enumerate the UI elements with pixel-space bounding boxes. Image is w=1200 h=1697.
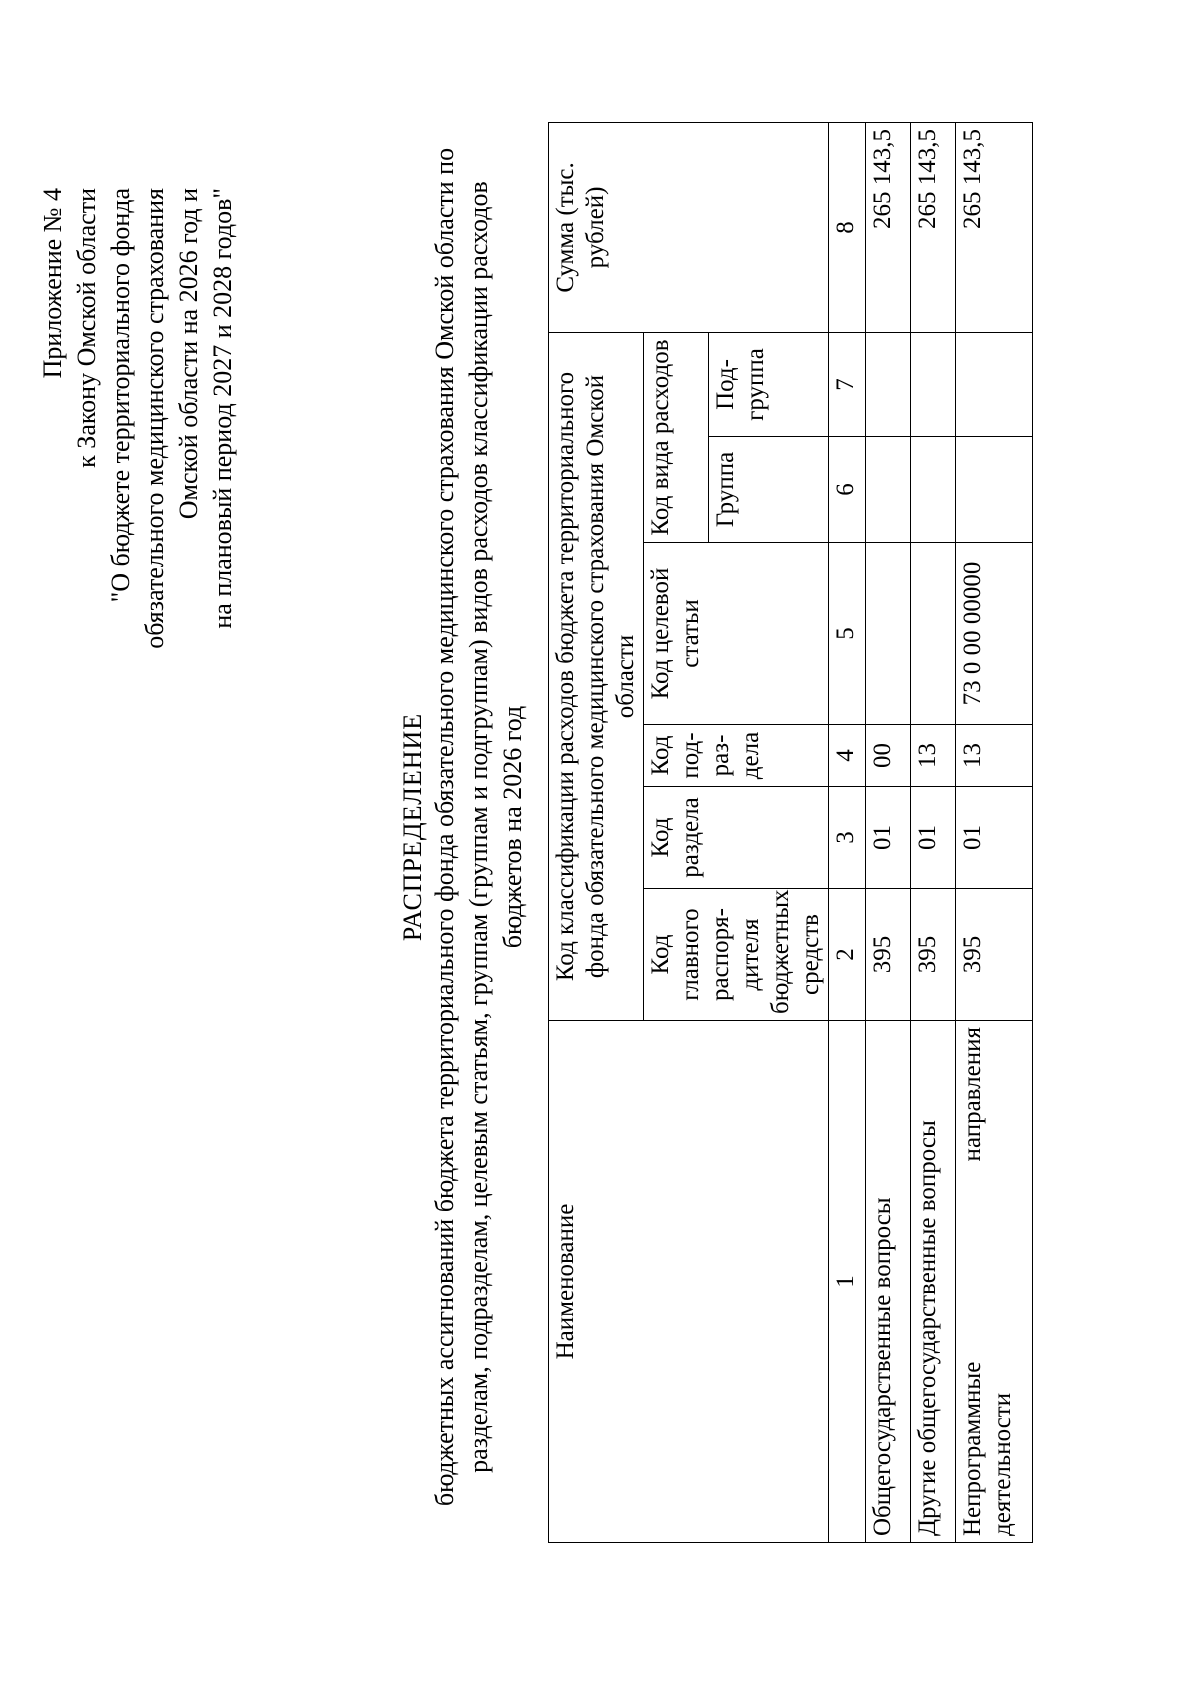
subtitle-line: бюджетов на 2026 год [498,705,527,949]
row-name-part: Непрограммные [959,1361,986,1536]
row-name: Другие общегосударственные вопросы [911,1021,956,1543]
row-name-part: направления [959,1027,986,1162]
row-group [911,437,956,543]
row-target [866,543,911,725]
appendix-line: "О бюджете территориального фонда [106,188,135,603]
column-number: 3 [829,787,866,889]
appendix-line: Приложение № 4 [38,188,67,379]
document-subtitle [428,117,530,1537]
table-row [911,122,956,1542]
row-section: 01 [956,787,1033,889]
header-classification: Код классификации расходов бюджета территориального фонда обязательного медицинского страхования Омской области [549,332,644,1020]
row-name: Общегосударственные вопросы [866,1021,911,1543]
column-numbers-row [829,122,866,1542]
header-section: Код раздела [644,787,829,889]
header-expense-type: Код вида расходов [644,332,709,542]
row-amount: 265 143,5 [956,122,1033,332]
row-group [956,437,1033,543]
row-name [956,1021,1033,1543]
row-section: 01 [911,787,956,889]
row-name-part: деятельности [989,1392,1016,1536]
row-amount: 265 143,5 [866,122,911,332]
row-subsection: 13 [911,725,956,787]
row-manager: 395 [911,889,956,1021]
row-subsection: 00 [866,725,911,787]
table-row [956,122,1033,1542]
row-group [866,437,911,543]
column-number: 2 [829,889,866,1021]
row-target [911,543,956,725]
header-subgroup: Под-группа [708,332,828,436]
appendix-line: обязательного медицинского страхования [140,188,169,649]
row-subsection: 13 [956,725,1033,787]
row-subgroup [911,332,956,436]
header-name: Наименование [549,1021,829,1543]
column-number: 8 [829,122,866,332]
header-main-manager: Код главного распоря-дителя бюджетных средств [644,889,829,1021]
subtitle-line: бюджетных ассигнований бюджета территориального фонда обязательного медицинского страхования Омской области по [430,147,459,1507]
row-section: 01 [866,787,911,889]
row-subgroup [956,332,1033,436]
row-subgroup [866,332,911,436]
header-subsection: Код под-раз-дела [644,725,829,787]
appendix-line: к Закону Омской области [72,188,101,468]
column-number: 1 [829,1021,866,1543]
table-row [866,122,911,1542]
column-number: 5 [829,543,866,725]
header-amount: Сумма (тыс. рублей) [549,122,829,332]
row-amount: 265 143,5 [911,122,956,332]
appendix-line: на плановый период 2027 и 2028 годов" [208,188,237,629]
budget-table [548,122,1033,1543]
appendix-line: Омской области на 2026 год и [174,188,203,520]
header-group: Группа [708,437,828,543]
column-number: 7 [829,332,866,436]
row-manager: 395 [956,889,1033,1021]
column-number: 6 [829,437,866,543]
row-target: 73 0 00 00000 [956,543,1033,725]
appendix-block [36,188,240,908]
header-target-article: Код целевой статьи [644,543,829,725]
row-manager: 395 [866,889,911,1021]
column-number: 4 [829,725,866,787]
subtitle-line: разделам, подразделам, целевым статьям, группам (группам и подгруппам) видов расходов классификации расходов [464,181,493,1473]
document-title: РАСПРЕДЕЛЕНИЕ [398,712,427,942]
